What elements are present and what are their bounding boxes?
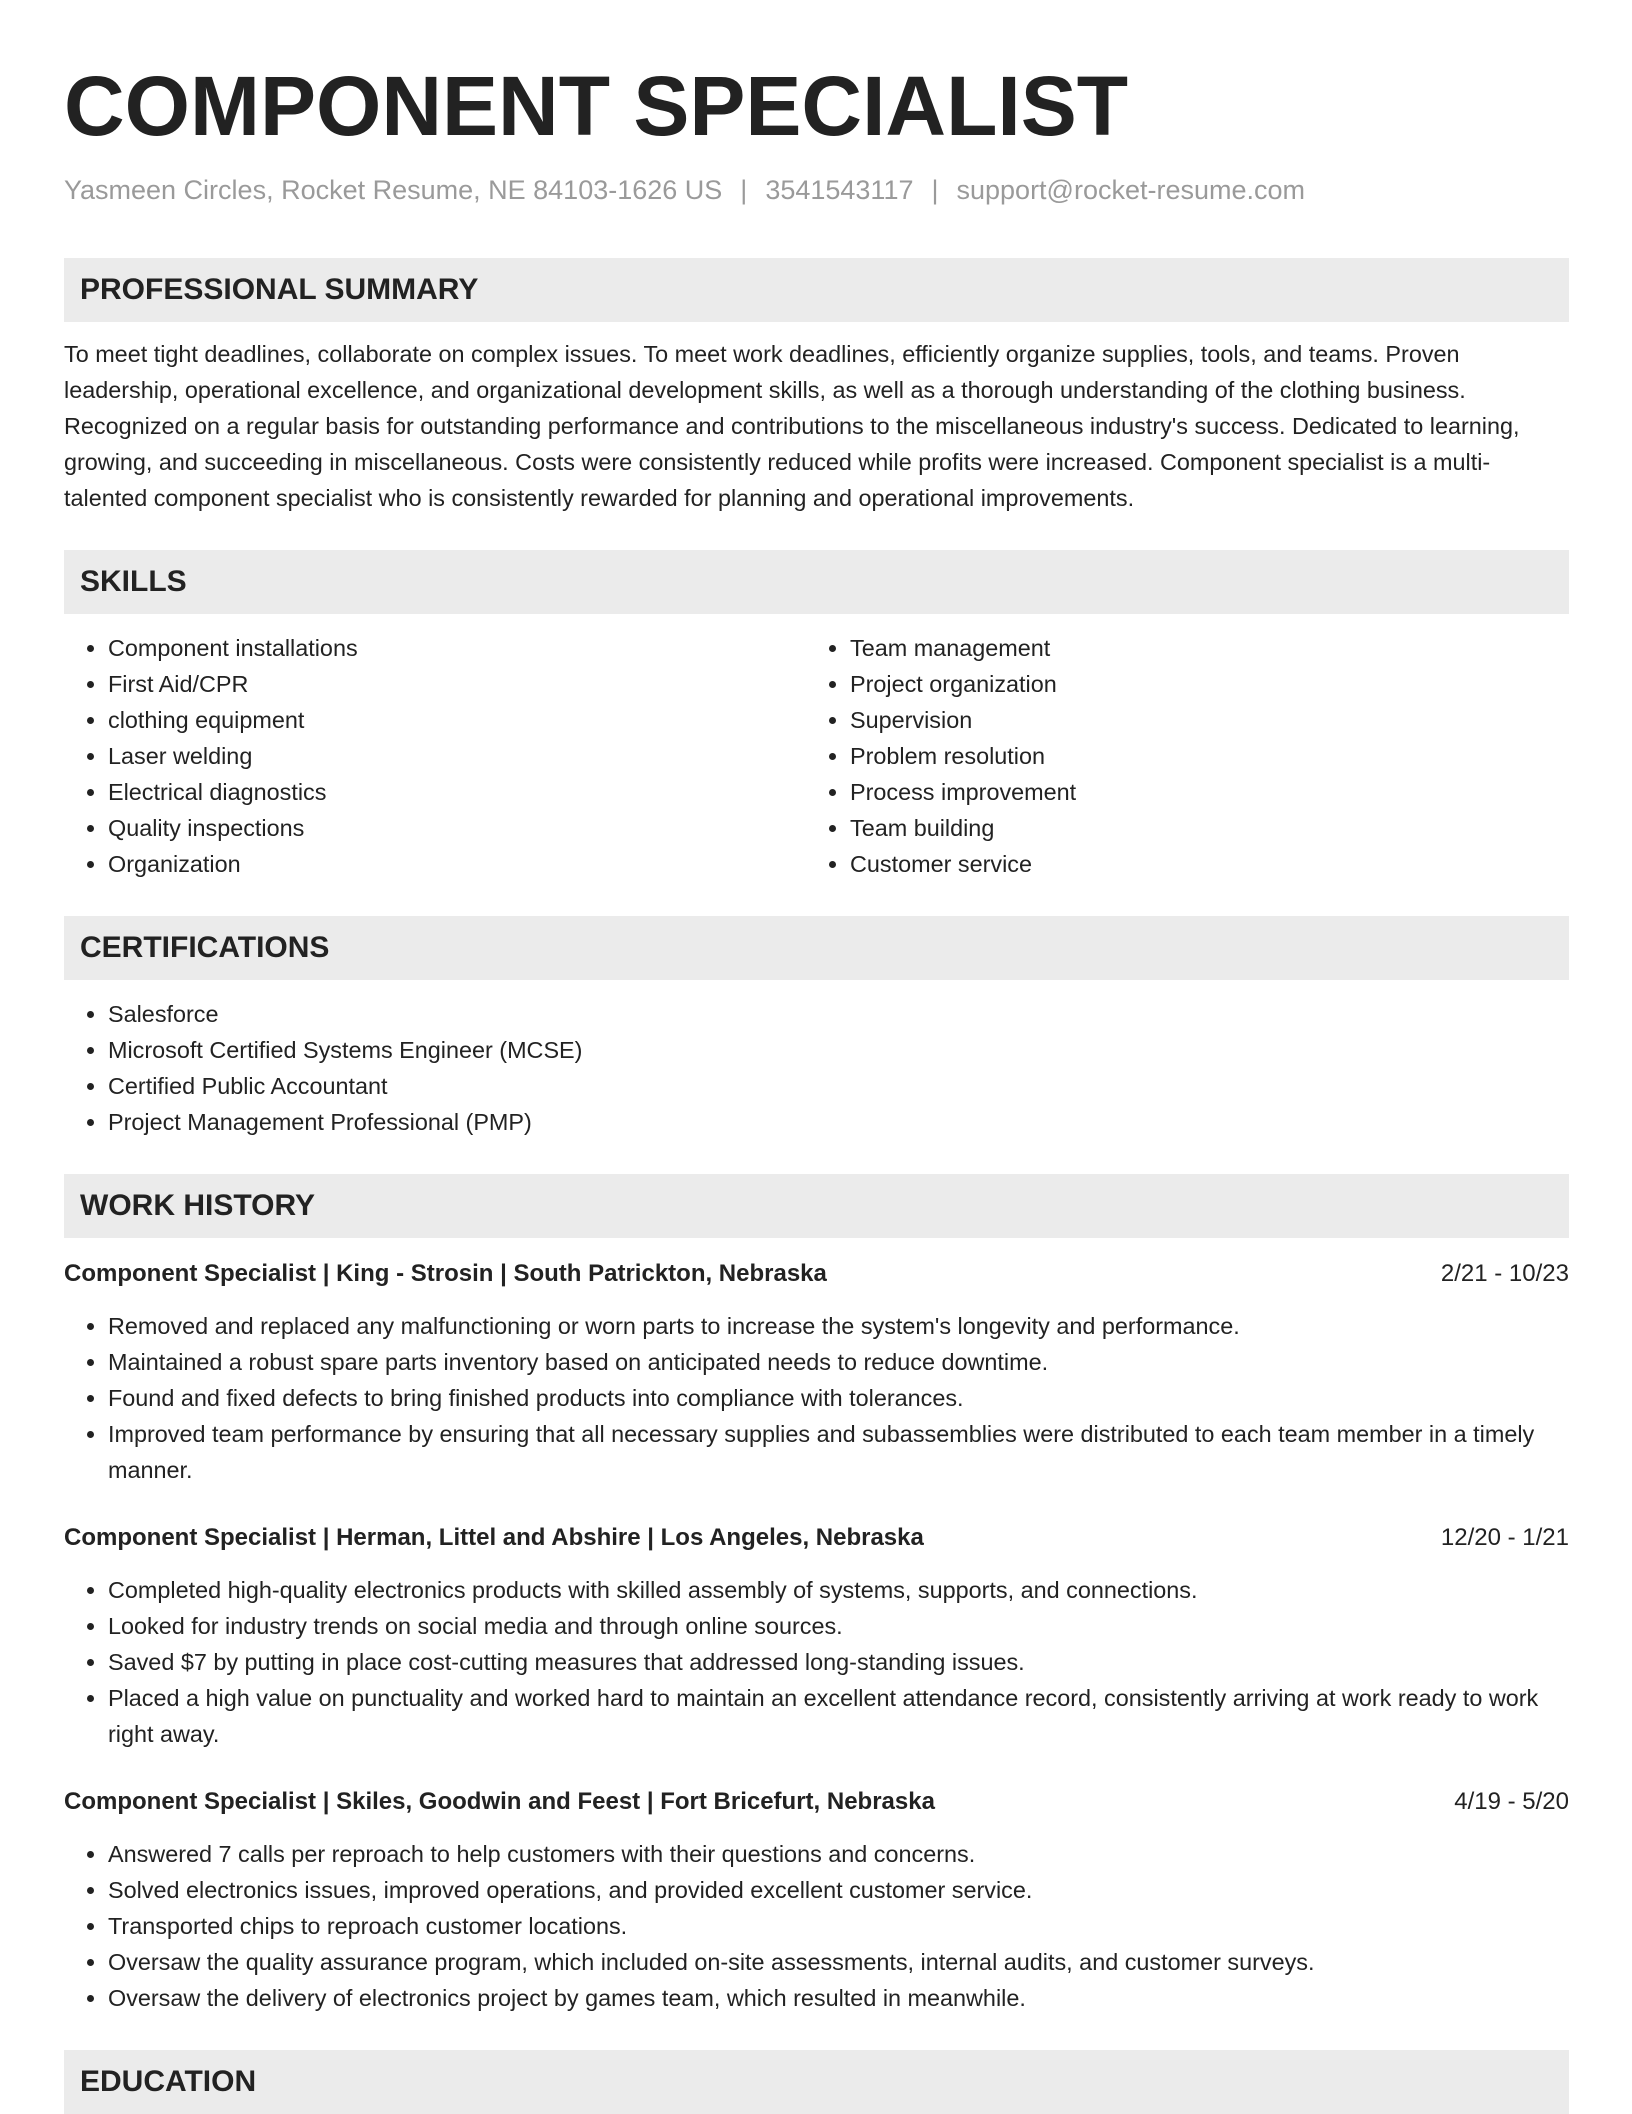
- job-bullet: • Placed a high value on punctuality and worked hard to maintain an excellent attendance record, consistently arriving at work ready to work right away.: [108, 1680, 1569, 1752]
- job-bullets: [64, 1572, 1569, 1752]
- skill-item: • Organization: [108, 846, 806, 882]
- skill-item: • Team building: [850, 810, 1076, 846]
- job-bullet: • Looked for industry trends on social media and through online sources.: [108, 1608, 1569, 1644]
- page-title: COMPONENT SPECIALIST: [64, 59, 1129, 153]
- job-bullet: • Completed high-quality electronics products with skilled assembly of systems, supports, and connections.: [108, 1572, 1569, 1608]
- job-bullet: • Saved $7 by putting in place cost-cutting measures that addressed long-standing issues.: [108, 1644, 1569, 1680]
- job-bullets: [64, 1836, 1569, 2016]
- job-dates: 12/20 - 1/21: [1440, 1524, 1569, 1551]
- work-history-section-header: WORK HISTORY: [64, 1174, 1569, 1238]
- contact-line: [64, 172, 1569, 208]
- skill-item: • Supervision: [850, 702, 1076, 738]
- skill-item: • Team management: [850, 630, 1076, 666]
- job-bullet: • Found and fixed defects to bring finished products into compliance with tolerances.: [108, 1380, 1569, 1416]
- skill-item: • clothing equipment: [108, 702, 806, 738]
- contact-separator: |: [931, 175, 939, 205]
- summary-text: To meet tight deadlines, collaborate on complex issues. To meet work deadlines, efficiently organize supplies, tools, and teams. Proven leadership, operational excellence, and organizational development skills, as well as a thorough understanding of the clothing business. Recognized on a regular basis for outstanding performance and contributions to the miscellaneous industry's success. Dedicated to learning, growing, and succeeding in miscellaneous. Costs were consistently reduced while profits were increased. Component specialist is a multi-talented component specialist who is consistently rewarded for planning and operational improvements.: [64, 341, 1520, 511]
- job-bullets: [64, 1308, 1569, 1488]
- job-entry: [64, 1256, 1569, 1488]
- certification-item: • Project Management Professional (PMP): [108, 1104, 1569, 1140]
- contact-address: Yasmeen Circles, Rocket Resume, NE 84103-1626 US: [64, 175, 723, 205]
- job-bullet: • Oversaw the delivery of electronics project by games team, which resulted in meanwhile.: [108, 1980, 1569, 2016]
- certification-item: • Salesforce: [108, 996, 1569, 1032]
- job-dates: 4/19 - 5/20: [1454, 1788, 1569, 1815]
- job-title: Component Specialist | Skiles, Goodwin and Feest | Fort Bricefurt, Nebraska: [64, 1788, 935, 1815]
- job-bullet: • Solved electronics issues, improved operations, and provided excellent customer service.: [108, 1872, 1569, 1908]
- skill-item: • Laser welding: [108, 738, 806, 774]
- skills-list-right: [806, 630, 1076, 882]
- skill-item: • Customer service: [850, 846, 1076, 882]
- contact-email: support@rocket-resume.com: [956, 175, 1306, 205]
- job-entry: [64, 1784, 1569, 2016]
- job-bullet: • Removed and replaced any malfunctioning or worn parts to increase the system's longevity and performance.: [108, 1308, 1569, 1344]
- skill-item: • Electrical diagnostics: [108, 774, 806, 810]
- contact-separator: |: [740, 175, 748, 205]
- job-header: [64, 1520, 1569, 1556]
- job-bullet: • Answered 7 calls per reproach to help customers with their questions and concerns.: [108, 1836, 1569, 1872]
- job-bullet: • Improved team performance by ensuring that all necessary supplies and subassemblies were distributed to each team member in a timely manner.: [108, 1416, 1569, 1488]
- skills-grid: [64, 630, 1569, 882]
- job-entry: [64, 1520, 1569, 1752]
- job-title: Component Specialist | Herman, Littel and Abshire | Los Angeles, Nebraska: [64, 1524, 924, 1551]
- job-bullet: • Oversaw the quality assurance program, which included on-site assessments, internal audits, and customer surveys.: [108, 1944, 1569, 1980]
- certifications-list: [64, 996, 1569, 1140]
- skill-item: • Component installations: [108, 630, 806, 666]
- skills-list-left: [64, 630, 806, 882]
- certification-item: • Certified Public Accountant: [108, 1068, 1569, 1104]
- job-header: [64, 1256, 1569, 1292]
- job-title: Component Specialist | King - Strosin | South Patrickton, Nebraska: [64, 1260, 827, 1287]
- skill-item: • First Aid/CPR: [108, 666, 806, 702]
- skill-item: • Quality inspections: [108, 810, 806, 846]
- certifications-section-header: CERTIFICATIONS: [64, 916, 1569, 980]
- contact-phone: 3541543117: [765, 175, 914, 205]
- skill-item: • Problem resolution: [850, 738, 1076, 774]
- certification-item: • Microsoft Certified Systems Engineer (MCSE): [108, 1032, 1569, 1068]
- job-bullet: • Maintained a robust spare parts inventory based on anticipated needs to reduce downtime.: [108, 1344, 1569, 1380]
- skill-item: • Process improvement: [850, 774, 1076, 810]
- skills-section-header: SKILLS: [64, 550, 1569, 614]
- job-header: [64, 1784, 1569, 1820]
- job-bullet: • Transported chips to reproach customer locations.: [108, 1908, 1569, 1944]
- summary-section-header: PROFESSIONAL SUMMARY: [64, 258, 1569, 322]
- job-dates: 2/21 - 10/23: [1440, 1260, 1569, 1287]
- education-section-header: EDUCATION: [64, 2050, 1569, 2114]
- skill-item: • Project organization: [850, 666, 1076, 702]
